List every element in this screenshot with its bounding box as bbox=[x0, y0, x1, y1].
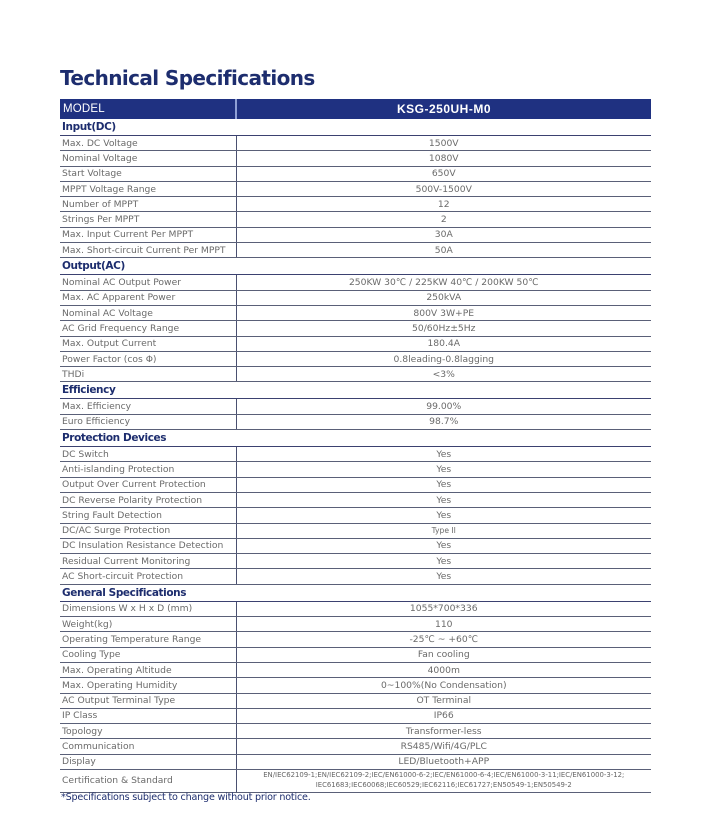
section-title: Efficiency bbox=[60, 382, 651, 399]
spec-table bbox=[60, 99, 651, 793]
table-row bbox=[60, 227, 651, 242]
table-row bbox=[60, 617, 651, 632]
spec-label: Number of MPPT bbox=[60, 197, 236, 212]
table-row bbox=[60, 724, 651, 739]
table-row bbox=[60, 212, 651, 227]
spec-value: 250kVA bbox=[236, 290, 651, 305]
section-heading-row bbox=[60, 430, 651, 447]
table-row bbox=[60, 708, 651, 723]
spec-label: Power Factor (cos Φ) bbox=[60, 351, 236, 366]
spec-label: Max. DC Voltage bbox=[60, 136, 236, 151]
spec-label: DC Switch bbox=[60, 447, 236, 462]
table-row bbox=[60, 290, 651, 305]
spec-label: Nominal AC Output Power bbox=[60, 275, 236, 290]
spec-value: Yes bbox=[236, 569, 651, 584]
spec-label: Nominal Voltage bbox=[60, 151, 236, 166]
table-row bbox=[60, 414, 651, 429]
certification-label: Certification & Standard bbox=[60, 769, 236, 792]
table-row bbox=[60, 647, 651, 662]
spec-label: Max. Short-circuit Current Per MPPT bbox=[60, 243, 236, 258]
spec-value: Yes bbox=[236, 462, 651, 477]
spec-label: Nominal AC Voltage bbox=[60, 305, 236, 320]
spec-label: Max. Operating Humidity bbox=[60, 678, 236, 693]
certification-row bbox=[60, 769, 651, 792]
spec-label: AC Grid Frequency Range bbox=[60, 321, 236, 336]
spec-value: -25℃ ~ +60℃ bbox=[236, 632, 651, 647]
table-row bbox=[60, 508, 651, 523]
spec-value: 50A bbox=[236, 243, 651, 258]
spec-value: 110 bbox=[236, 617, 651, 632]
spec-value: Transformer-less bbox=[236, 724, 651, 739]
table-row bbox=[60, 554, 651, 569]
table-row bbox=[60, 569, 651, 584]
spec-value: 2 bbox=[236, 212, 651, 227]
spec-label: IP Class bbox=[60, 708, 236, 723]
spec-label: Max. Output Current bbox=[60, 336, 236, 351]
section-heading-row bbox=[60, 584, 651, 601]
spec-value: 0~100%(No Condensation) bbox=[236, 678, 651, 693]
spec-value: 500V-1500V bbox=[236, 181, 651, 196]
section-title: Output(AC) bbox=[60, 258, 651, 275]
spec-label: THDi bbox=[60, 367, 236, 382]
spec-value: Yes bbox=[236, 477, 651, 492]
table-row bbox=[60, 754, 651, 769]
table-row bbox=[60, 462, 651, 477]
section-title: General Specifications bbox=[60, 584, 651, 601]
spec-label: Strings Per MPPT bbox=[60, 212, 236, 227]
spec-label: Max. AC Apparent Power bbox=[60, 290, 236, 305]
table-row bbox=[60, 151, 651, 166]
spec-label: Anti-islanding Protection bbox=[60, 462, 236, 477]
section-heading-row bbox=[60, 382, 651, 399]
spec-value: OT Terminal bbox=[236, 693, 651, 708]
spec-label: Display bbox=[60, 754, 236, 769]
section-heading-row bbox=[60, 258, 651, 275]
spec-label: Start Voltage bbox=[60, 166, 236, 181]
spec-value: 30A bbox=[236, 227, 651, 242]
table-row bbox=[60, 367, 651, 382]
spec-value: 250KW 30℃ / 225KW 40℃ / 200KW 50℃ bbox=[236, 275, 651, 290]
spec-value: 180.4A bbox=[236, 336, 651, 351]
spec-value: 99.00% bbox=[236, 399, 651, 414]
table-row bbox=[60, 523, 651, 538]
table-row bbox=[60, 321, 651, 336]
spec-label: Weight(kg) bbox=[60, 617, 236, 632]
spec-value: 0.8leading-0.8lagging bbox=[236, 351, 651, 366]
table-row bbox=[60, 739, 651, 754]
table-row bbox=[60, 166, 651, 181]
spec-value: RS485/Wifi/4G/PLC bbox=[236, 739, 651, 754]
spec-label: Communication bbox=[60, 739, 236, 754]
spec-value: 4000m bbox=[236, 662, 651, 677]
footnote: *Specifications subject to change without prior notice. bbox=[61, 792, 311, 803]
spec-value: Yes bbox=[236, 492, 651, 507]
spec-label: AC Output Terminal Type bbox=[60, 693, 236, 708]
table-row bbox=[60, 477, 651, 492]
table-row bbox=[60, 197, 651, 212]
section-title: Input(DC) bbox=[60, 119, 651, 136]
table-row bbox=[60, 243, 651, 258]
spec-value: 50/60Hz±5Hz bbox=[236, 321, 651, 336]
spec-label: MPPT Voltage Range bbox=[60, 181, 236, 196]
table-row bbox=[60, 181, 651, 196]
spec-label: Max. Operating Altitude bbox=[60, 662, 236, 677]
spec-value: LED/Bluetooth+APP bbox=[236, 754, 651, 769]
spec-value: Yes bbox=[236, 538, 651, 553]
table-row bbox=[60, 399, 651, 414]
spec-label: Euro Efficiency bbox=[60, 414, 236, 429]
spec-label: Max. Input Current Per MPPT bbox=[60, 227, 236, 242]
table-row bbox=[60, 693, 651, 708]
table-row bbox=[60, 351, 651, 366]
table-row bbox=[60, 662, 651, 677]
certification-line-2: IEC61683;IEC60068;IEC60529;IEC62116;IEC61727;EN50549-1;EN50549-2 bbox=[315, 780, 572, 789]
spec-label: AC Short-circuit Protection bbox=[60, 569, 236, 584]
table-row bbox=[60, 678, 651, 693]
spec-value: 800V 3W+PE bbox=[236, 305, 651, 320]
spec-value: Yes bbox=[236, 447, 651, 462]
spec-value: 650V bbox=[236, 166, 651, 181]
table-row bbox=[60, 305, 651, 320]
spec-label: Topology bbox=[60, 724, 236, 739]
spec-value: IP66 bbox=[236, 708, 651, 723]
table-header-row bbox=[60, 99, 651, 119]
spec-label: DC Reverse Polarity Protection bbox=[60, 492, 236, 507]
table-row bbox=[60, 336, 651, 351]
spec-value: Fan cooling bbox=[236, 647, 651, 662]
spec-label: Operating Temperature Range bbox=[60, 632, 236, 647]
page-title: Technical Specifications bbox=[60, 66, 315, 90]
table-row bbox=[60, 275, 651, 290]
spec-value: 98.7% bbox=[236, 414, 651, 429]
spec-label: DC/AC Surge Protection bbox=[60, 523, 236, 538]
table-row bbox=[60, 538, 651, 553]
spec-label: DC Insulation Resistance Detection bbox=[60, 538, 236, 553]
model-value: KSG-250UH-M0 bbox=[236, 99, 651, 119]
table-row bbox=[60, 492, 651, 507]
spec-value: Type II bbox=[236, 523, 651, 538]
spec-label: Cooling Type bbox=[60, 647, 236, 662]
spec-label: String Fault Detection bbox=[60, 508, 236, 523]
section-heading-row bbox=[60, 119, 651, 136]
spec-value: 1500V bbox=[236, 136, 651, 151]
spec-value: 12 bbox=[236, 197, 651, 212]
spec-value: 1080V bbox=[236, 151, 651, 166]
model-label: MODEL bbox=[60, 99, 236, 119]
spec-label: Residual Current Monitoring bbox=[60, 554, 236, 569]
spec-value: 1055*700*336 bbox=[236, 601, 651, 616]
spec-value: Yes bbox=[236, 554, 651, 569]
table-row bbox=[60, 632, 651, 647]
spec-value: Yes bbox=[236, 508, 651, 523]
table-row bbox=[60, 601, 651, 616]
spec-label: Dimensions W x H x D (mm) bbox=[60, 601, 236, 616]
table-row bbox=[60, 447, 651, 462]
spec-value: <3% bbox=[236, 367, 651, 382]
certification-value bbox=[236, 769, 651, 792]
spec-label: Output Over Current Protection bbox=[60, 477, 236, 492]
table-row bbox=[60, 136, 651, 151]
section-title: Protection Devices bbox=[60, 430, 651, 447]
certification-line-1: EN/IEC62109-1;EN/IEC62109-2;IEC/EN61000-6-2;IEC/EN61000-6-4;IEC/EN61000-3-11;IEC/EN61000-3-12; bbox=[263, 771, 625, 780]
spec-label: Max. Efficiency bbox=[60, 399, 236, 414]
